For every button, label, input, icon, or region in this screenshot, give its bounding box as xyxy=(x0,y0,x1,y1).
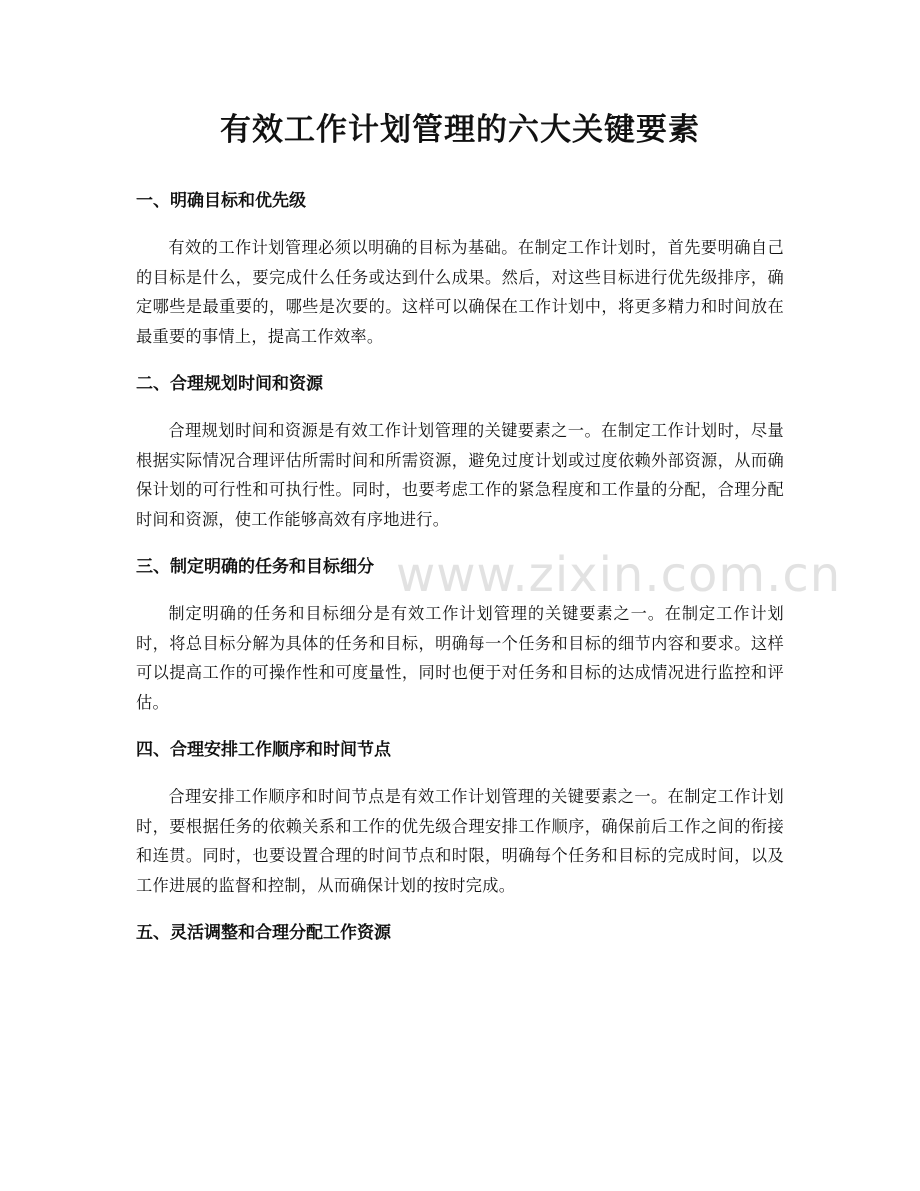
section-paragraph: 制定明确的任务和目标细分是有效工作计划管理的关键要素之一。在制定工作计划时，将总目标分解为具体的任务和目标，明确每一个任务和目标的细节内容和要求。这样可以提高工作的可操作性和可度量性，同时也便于对任务和目标的达成情况进行监控和评估。 xyxy=(136,604,784,712)
section-5 xyxy=(136,921,784,945)
section-2 xyxy=(136,372,784,534)
section-heading: 五、灵活调整和合理分配工作资源 xyxy=(136,923,391,943)
watermark: www.zixin.com.cn xyxy=(396,547,842,603)
section-paragraph: 有效的工作计划管理必须以明确的目标为基础。在制定工作计划时，首先要明确自己的目标是什么，要完成什么任务或达到什么成果。然后，对这些目标进行优先级排序，确定哪些是最重要的，哪些是次要的。这样可以确保在工作计划中，将更多精力和时间放在最重要的事情上，提高工作效率。 xyxy=(136,238,784,346)
section-heading: 四、合理安排工作顺序和时间节点 xyxy=(136,740,391,760)
section-heading: 三、制定明确的任务和目标细分 xyxy=(136,557,374,577)
section-4 xyxy=(136,738,784,900)
document-title: 有效工作计划管理的六大关键要素 xyxy=(220,112,700,148)
section-3 xyxy=(136,555,784,717)
section-paragraph: 合理规划时间和资源是有效工作计划管理的关键要素之一。在制定工作计划时，尽量根据实际情况合理评估所需时间和所需资源，避免过度计划或过度依赖外部资源，从而确保计划的可行性和可执行性。同时，也要考虑工作的紧急程度和工作量的分配，合理分配时间和资源，使工作能够高效有序地进行。 xyxy=(136,421,784,529)
section-paragraph: 合理安排工作顺序和时间节点是有效工作计划管理的关键要素之一。在制定工作计划时，要根据任务的依赖关系和工作的优先级合理安排工作顺序，确保前后工作之间的衔接和连贯。同时，也要设置合理的时间节点和时限，明确每个任务和目标的完成时间，以及工作进展的监督和控制，从而确保计划的按时完成。 xyxy=(136,787,784,895)
section-heading: 二、合理规划时间和资源 xyxy=(136,374,323,394)
section-heading: 一、明确目标和优先级 xyxy=(136,191,306,211)
section-1 xyxy=(136,189,784,351)
